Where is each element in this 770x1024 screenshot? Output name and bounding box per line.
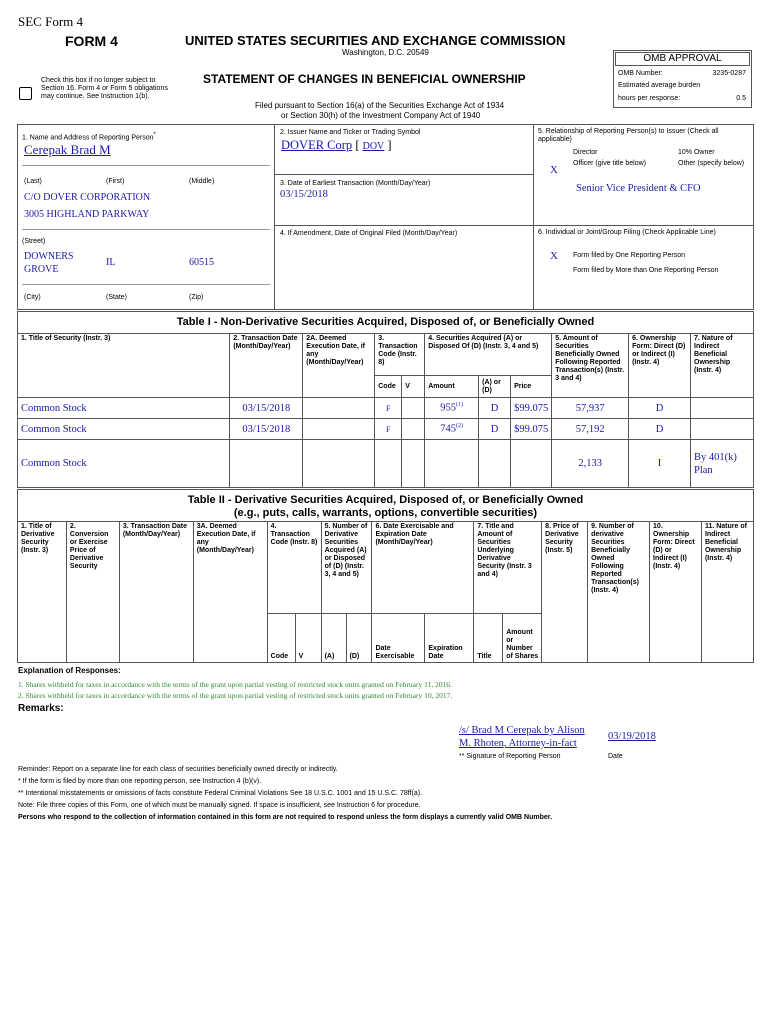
- row-form: D: [629, 419, 691, 440]
- issuer-box: [274, 124, 534, 175]
- remarks-label: Remarks:: [18, 703, 64, 714]
- t2-sub-d: (D): [346, 614, 372, 663]
- t2-sub-title: Title: [474, 614, 503, 663]
- t2-header-title: 1. Title of Derivative Security (Instr. 3): [18, 522, 67, 663]
- officer-title: Senior Vice President & CFO: [576, 183, 701, 194]
- address-line1: C/O DOVER CORPORATION: [24, 192, 151, 203]
- filing-label: 6. Individual or Joint/Group Filing (Check Applicable Line): [538, 229, 716, 236]
- t2-header-date: 3. Transaction Date (Month/Day/Year): [119, 522, 193, 663]
- row-price: $99.075: [511, 419, 552, 440]
- issuer-name-line: DOVER Corp [ DOV ]: [281, 138, 392, 152]
- filing-more-persons: Form filed by More than One Reporting Person: [573, 267, 719, 274]
- earliest-transaction-box: [274, 174, 534, 226]
- t1-header-deemed: 2A. Deemed Execution Date, if any (Month/Day/Year): [303, 334, 375, 398]
- t2-header-code: 4. Transaction Code (Instr. 8): [267, 522, 321, 614]
- row-price: $99.075: [511, 398, 552, 419]
- row-title: Common Stock: [18, 440, 230, 488]
- earliest-transaction-label: 3. Date of Earliest Transaction (Month/Day/Year): [280, 180, 431, 187]
- city-label: (City): [24, 294, 41, 301]
- footer-note-1: * If the form is filed by more than one reporting person, see Instruction 4 (b)(v).: [18, 778, 262, 785]
- omb-burden-label: Estimated average burden: [618, 82, 701, 89]
- t2-sub-a: (A): [321, 614, 346, 663]
- t2-header-owned: 9. Number of derivative Securities Beneficially Owned Following Reported Transaction(s) (Instr. 4): [588, 522, 650, 663]
- t1-header-title: 1. Title of Security (Instr. 3): [18, 334, 230, 398]
- t2-header-price: 8. Price of Derivative Security (Instr. 5): [542, 522, 588, 663]
- row-form: D: [629, 398, 691, 419]
- t2-header-exercisable: 6. Date Exercisable and Expiration Date (Month/Day/Year): [372, 522, 474, 614]
- street-label: (Street): [22, 238, 46, 245]
- table1-title: Table I - Non-Derivative Securities Acquired, Disposed of, or Beneficially Owned: [176, 316, 595, 328]
- issuer-name[interactable]: DOVER Corp: [281, 138, 353, 152]
- footnote-1: 1. Shares withheld for taxes in accordance with the terms of the grant upon partial vesting of restricted stock units granted on February 11, 2016.: [18, 680, 452, 689]
- table-row: [18, 440, 754, 488]
- signature-label: ** Signature of Reporting Person: [459, 753, 561, 760]
- amendment-label: 4. If Amendment, Date of Original Filed (Month/Day/Year): [280, 230, 458, 237]
- zip-value: 60515: [189, 257, 214, 268]
- omb-hours-label: hours per response:: [618, 95, 681, 102]
- sec-form-label: SEC Form 4: [18, 14, 84, 29]
- reporting-person-name[interactable]: Cerepak Brad M: [24, 142, 111, 157]
- row-owned: 57,937: [552, 398, 629, 419]
- t1-header-securities: 4. Securities Acquired (A) or Disposed Of (D) (Instr. 3, 4 and 5): [425, 334, 552, 376]
- omb-approval-box: [613, 50, 752, 108]
- row-form: I: [629, 440, 691, 488]
- table2-title: Table II - Derivative Securities Acquired, Disposed of, or Beneficially Owned: [187, 494, 584, 506]
- t2-header-number: 5. Number of Derivative Securities Acquired (A) or Disposed of (D) (Instr. 3, 4 and 5): [321, 522, 372, 614]
- footer-reminder: Reminder: Report on a separate line for each class of securities beneficially owned directly or indirectly.: [18, 766, 338, 773]
- earliest-transaction-date: 03/15/2018: [280, 189, 328, 200]
- footnote-2: 2. Shares withheld for taxes in accordance with the terms of the grant upon partial vesting of restricted stock units granted on February 10, 2017.: [18, 691, 453, 700]
- row-code: F: [375, 419, 402, 440]
- t2-header-form: 10. Ownership Form: Direct (D) or Indirect (I) (Instr. 4): [650, 522, 702, 663]
- reporting-person-label: 1. Name and Address of Reporting Person*: [22, 132, 156, 142]
- commission-title: UNITED STATES SECURITIES AND EXCHANGE COMMISSION: [185, 33, 566, 48]
- filing-box: [533, 225, 754, 310]
- row-date: 03/15/2018: [230, 398, 303, 419]
- relationship-label: 5. Relationship of Reporting Person(s) to Issuer (Check all applicable): [538, 128, 719, 143]
- signature: /s/ Brad M Cerepak by Alison M. Rhoten, Attorney-in-fact: [459, 725, 585, 749]
- t1-header-form: 6. Ownership Form: Direct (D) or Indirect (I) (Instr. 4): [629, 334, 691, 398]
- t1-header-date: 2. Transaction Date (Month/Day/Year): [230, 334, 303, 398]
- table1-title-box: [17, 311, 754, 334]
- t1-header-code: 3. Transaction Code (Instr. 8): [375, 334, 425, 376]
- t1-sub-ad: (A) or (D): [479, 376, 511, 398]
- director-label: Director: [573, 149, 598, 156]
- omb-title: OMB APPROVAL: [615, 52, 750, 66]
- last-label: (Last): [24, 178, 42, 185]
- date-label: Date: [608, 753, 623, 760]
- first-label: (First): [106, 178, 125, 185]
- t1-header-nature: 7. Nature of Indirect Beneficial Ownership (Instr. 4): [691, 334, 754, 398]
- check-box-text: Check this box if no longer subject to Section 16. Form 4 or Form 5 obligations may continue. See Instruction 1(b).: [41, 77, 168, 100]
- reporting-person-box: [17, 124, 275, 310]
- omb-hours-value: 0.5: [736, 95, 746, 102]
- row-ad: D: [479, 419, 511, 440]
- t2-header-underlying: 7. Title and Amount of Securities Underlying Derivative Security (Instr. 3 and 4): [474, 522, 542, 614]
- row-amount: 745$^{(2)}$: [425, 419, 479, 440]
- form-title: FORM 4: [65, 33, 118, 49]
- t1-sub-v: V: [402, 376, 425, 398]
- other-label: Other (specify below): [678, 160, 745, 167]
- filing-one-person: Form filed by One Reporting Person: [573, 252, 686, 259]
- t1-header-owned: 5. Amount of Securities Beneficially Owned Following Reported Transaction(s) (Instr. 3 and 4): [552, 334, 629, 398]
- t1-sub-price: Price: [511, 376, 552, 398]
- row-owned: 57,192: [552, 419, 629, 440]
- zip-label: (Zip): [189, 294, 204, 301]
- row-date: 03/15/2018: [230, 419, 303, 440]
- t2-sub-code: Code: [267, 614, 295, 663]
- row-title: Common Stock: [18, 398, 230, 419]
- table2: [17, 521, 754, 663]
- table-row: [18, 419, 754, 440]
- omb-number-value: 3235-0287: [712, 70, 746, 77]
- relationship-box: [533, 124, 754, 226]
- city-value: DOWNERS GROVE: [24, 251, 74, 275]
- t2-header-conversion: 2. Conversion or Exercise Price of Derivative Security: [66, 522, 119, 663]
- omb-number-label: OMB Number:: [618, 70, 663, 77]
- row-nature: By 401(k) Plan: [691, 440, 754, 488]
- t2-header-deemed: 3A. Deemed Execution Date, if any (Month/Day/Year): [193, 522, 267, 663]
- amendment-box: [274, 225, 534, 310]
- t2-header-nature: 11. Nature of Indirect Beneficial Ownership (Instr. 4): [701, 522, 753, 663]
- middle-label: (Middle): [189, 178, 215, 185]
- signature-date: 03/19/2018: [608, 731, 656, 742]
- explanation-label: Explanation of Responses:: [18, 666, 121, 675]
- table1: [17, 333, 754, 488]
- issuer-label: 2. Issuer Name and Ticker or Trading Symbol: [280, 129, 421, 136]
- ten-percent-owner-label: 10% Owner: [678, 149, 715, 156]
- no-longer-subject-checkbox[interactable]: [19, 87, 32, 100]
- officer-check-mark[interactable]: X: [550, 164, 558, 176]
- filed-pursuant-line1: Filed pursuant to Section 16(a) of the Securities Exchange Act of 1934: [255, 101, 505, 110]
- footer-note-3: Note: File three copies of this Form, one of which must be manually signed. If space is insufficient, see Instruction 6 for procedure.: [18, 802, 421, 809]
- t1-sub-amount: Amount: [425, 376, 479, 398]
- footer-note-2: ** Intentional misstatements or omissions of facts constitute Federal Criminal Violations See 18 U.S.C. 1001 and 15 U.S.C. 78ff(a).: [18, 790, 422, 797]
- filed-pursuant-line2: or Section 30(h) of the Investment Company Act of 1940: [281, 111, 481, 120]
- t1-sub-code: Code: [375, 376, 402, 398]
- table2-title-box: [17, 489, 754, 522]
- filing-check-mark[interactable]: X: [550, 250, 558, 262]
- state-value: IL: [106, 257, 116, 268]
- table2-subtitle: (e.g., puts, calls, warrants, options, convertible securities): [233, 507, 538, 519]
- commission-city: Washington, D.C. 20549: [342, 48, 429, 57]
- t2-sub-v: V: [295, 614, 321, 663]
- row-title: Common Stock: [18, 419, 230, 440]
- statement-title: STATEMENT OF CHANGES IN BENEFICIAL OWNERSHIP: [203, 72, 526, 86]
- address-line2: 3005 HIGHLAND PARKWAY: [24, 209, 150, 220]
- row-amount: 955$^{(1)}$: [425, 398, 479, 419]
- t2-sub-date-exercisable: Date Exercisable: [372, 614, 425, 663]
- row-ad: D: [479, 398, 511, 419]
- row-owned: 2,133: [552, 440, 629, 488]
- row-code: F: [375, 398, 402, 419]
- t2-sub-expiration: Expiration Date: [425, 614, 474, 663]
- table-row: [18, 398, 754, 419]
- issuer-ticker[interactable]: DOV: [362, 141, 385, 152]
- t2-sub-amount: Amount or Number of Shares: [503, 614, 542, 663]
- officer-label: Officer (give title below): [573, 160, 647, 167]
- footer-omb-notice: Persons who respond to the collection of information contained in this form are not required to respond unless the form displays a currently valid OMB Number.: [18, 814, 553, 821]
- state-label: (State): [106, 294, 128, 301]
